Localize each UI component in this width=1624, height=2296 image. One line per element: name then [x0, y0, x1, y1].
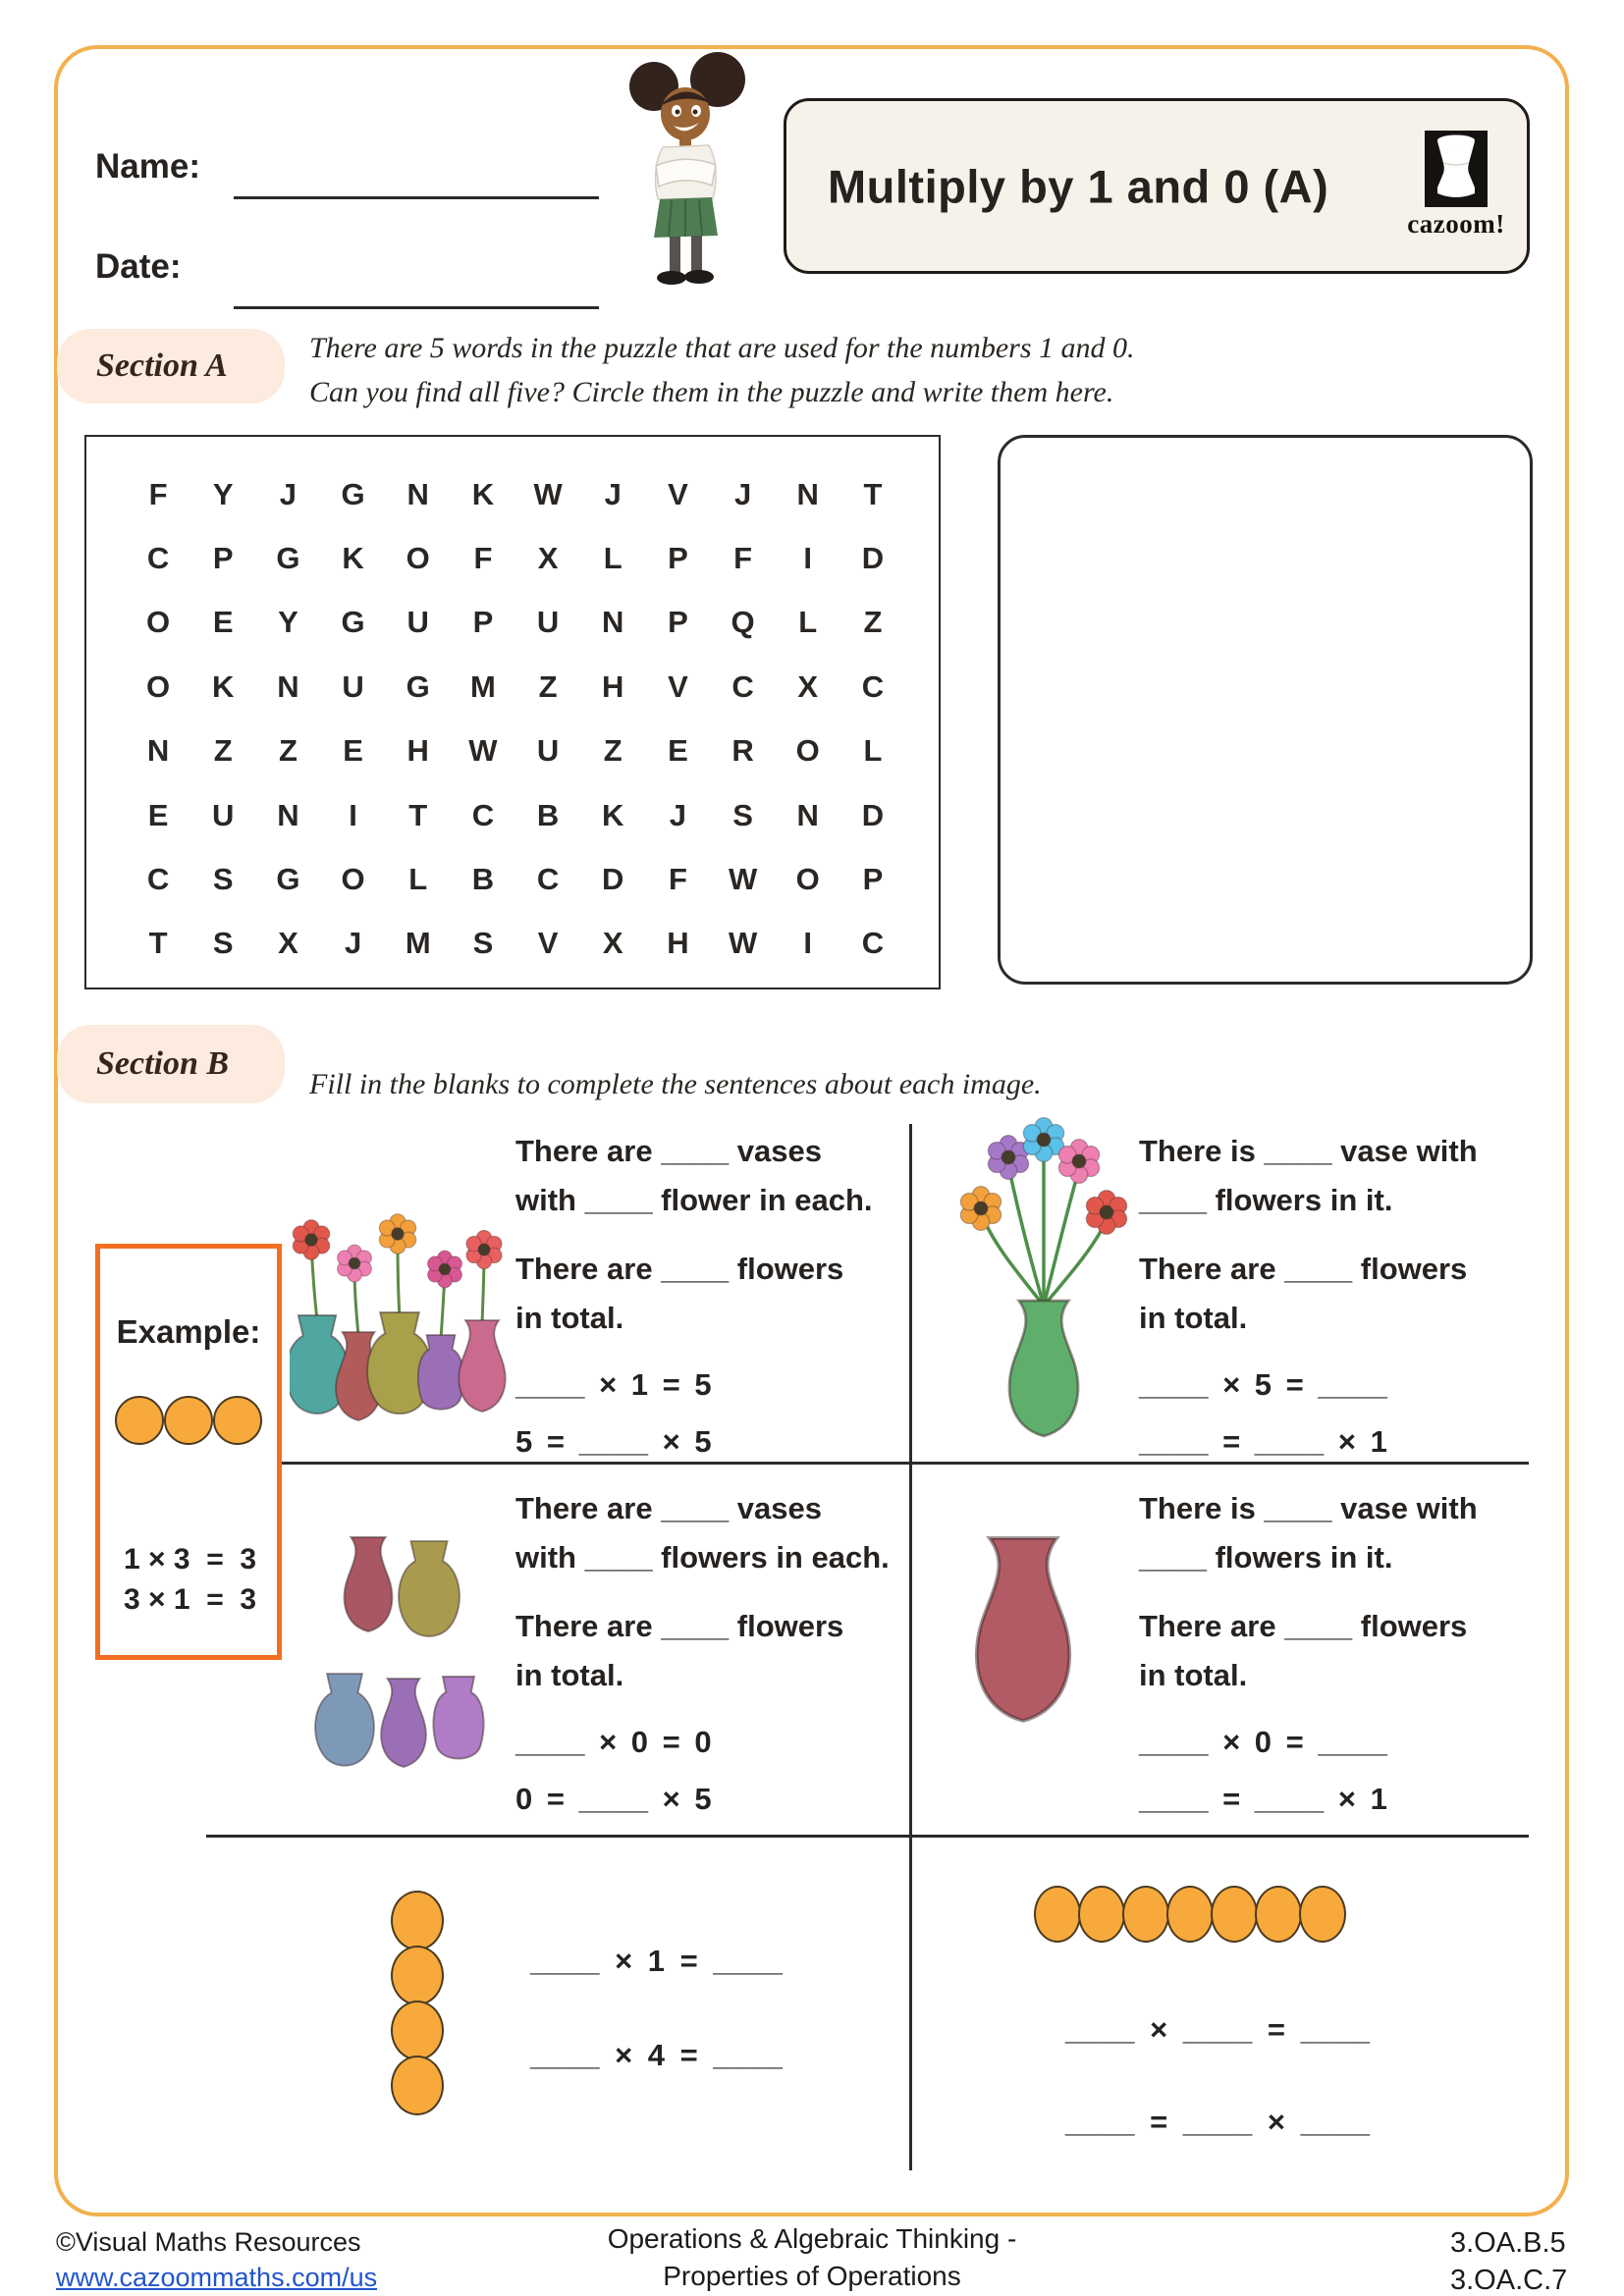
equation: ____ × 4 = ____: [530, 2038, 784, 2072]
q4-text: [1139, 1484, 1561, 1828]
counter-circle: [1078, 1886, 1125, 1943]
footer-topic: [0, 2220, 1624, 2295]
wordsearch-letter: U: [406, 605, 429, 640]
wordsearch-letter: B: [536, 797, 560, 832]
section-b-label: Section B: [96, 1045, 230, 1082]
equation: ____ × 1 = ____: [530, 1944, 784, 1978]
drum-icon: [1425, 131, 1488, 207]
wordsearch-letter: N: [277, 668, 299, 704]
q5-counters: [391, 1891, 444, 2115]
wordsearch-letter: W: [728, 861, 758, 896]
counter-circle: [115, 1396, 164, 1445]
wordsearch-letter: U: [342, 668, 364, 704]
wordsearch-letter: K: [212, 668, 235, 704]
sentence-line: in total.: [515, 1301, 624, 1335]
wordsearch-letter: H: [667, 926, 689, 961]
wordsearch-letter: E: [343, 733, 363, 769]
counter-circle: [391, 2056, 444, 2115]
wordsearch-letter: X: [797, 668, 819, 704]
wordsearch-letter: X: [278, 926, 298, 961]
wordsearch-letter: F: [473, 541, 493, 576]
wordsearch-letter: D: [861, 797, 885, 832]
single-empty-vase-illustration: [967, 1526, 1080, 1757]
section-a-pill: [57, 329, 285, 403]
equation: 1 × 3 = 3: [124, 1543, 257, 1575]
counter-circle: [1166, 1886, 1214, 1943]
sentence-line: There are ____ vases: [515, 1134, 822, 1168]
wordsearch-letter: U: [536, 605, 560, 640]
q3-text: [515, 1484, 938, 1828]
equation: ____ × 1 = 5: [515, 1367, 713, 1402]
sentence-line: in total.: [515, 1658, 624, 1692]
worksheet-title: Multiply by 1 and 0 (A): [828, 160, 1329, 212]
equation: ____ = ____ × 1: [1139, 1782, 1388, 1816]
wordsearch-letter: I: [803, 541, 813, 576]
wordsearch-letter: X: [537, 541, 559, 576]
wordsearch-letter: U: [212, 797, 235, 832]
wordsearch-letter: M: [405, 926, 431, 961]
sentence-line: There is ____ vase with: [1139, 1491, 1478, 1525]
wordsearch-letter: E: [212, 605, 234, 640]
wordsearch-letter: C: [146, 861, 170, 896]
equation: 5 = ____ × 5: [515, 1424, 713, 1459]
sentence-line: in total.: [1139, 1658, 1248, 1692]
wordsearch-letter: K: [471, 476, 495, 511]
equation: ____ = ____ × 1: [1139, 1424, 1388, 1459]
wordsearch-letter: Z: [863, 605, 883, 640]
wordsearch-letter: C: [536, 861, 560, 896]
wordsearch-letter: W: [468, 733, 498, 769]
wordsearch-letter: P: [212, 541, 234, 576]
q5-equations: [530, 1942, 783, 2075]
wordsearch-letter: I: [803, 926, 813, 961]
equation: ____ × 0 = ____: [1139, 1725, 1388, 1759]
wordsearch-letter: N: [277, 797, 299, 832]
wordsearch-letter: U: [536, 733, 560, 769]
wordsearch-letter: N: [602, 605, 624, 640]
wordsearch-letter: L: [603, 541, 623, 576]
wordsearch-letter: P: [668, 605, 688, 640]
wordsearch-letter: N: [796, 476, 819, 511]
footer-standards: [1450, 2224, 1567, 2296]
wordsearch-letter: Y: [212, 476, 234, 511]
wordsearch-letter: E: [668, 733, 688, 769]
five-vases-one-flower-illustration: [290, 1124, 511, 1438]
wordsearch-letter: E: [147, 797, 169, 832]
five-empty-vases-illustration: [309, 1522, 486, 1816]
counter-circle: [1211, 1886, 1258, 1943]
instruction-line: Can you find all five? Circle them in the puzzle and write them here.: [309, 376, 1114, 408]
wordsearch-letter: T: [148, 926, 168, 961]
wordsearch-letter: T: [863, 476, 883, 511]
name-line[interactable]: [234, 196, 599, 199]
counter-circle: [1299, 1886, 1346, 1943]
wordsearch-letter: G: [341, 476, 365, 511]
footer-topic-line: Properties of Operations: [663, 2261, 961, 2291]
student-character-illustration: [607, 51, 766, 292]
equation: ____ = ____ × ____: [1065, 2105, 1371, 2139]
wordsearch-letter: F: [733, 541, 753, 576]
wordsearch-letter: Q: [731, 605, 755, 640]
sentence-line: There is ____ vase with: [1139, 1134, 1478, 1168]
standard-code: 3.OA.C.7: [1450, 2265, 1568, 2296]
wordsearch-letter: Y: [278, 605, 298, 640]
wordsearch-letter: H: [406, 733, 429, 769]
wordsearch-letter: Z: [603, 733, 623, 769]
sentence-line: ____ flowers in it.: [1139, 1183, 1393, 1217]
table-horizontal-divider: [206, 1835, 1529, 1838]
equation: 0 = ____ × 5: [515, 1782, 713, 1816]
sentence-line: ____ flowers in it.: [1139, 1540, 1393, 1575]
equation: ____ × 0 = 0: [515, 1725, 713, 1759]
one-vase-five-flowers-illustration: [957, 1114, 1129, 1448]
wordsearch-letter: C: [146, 541, 170, 576]
sentence-line: in total.: [1139, 1301, 1248, 1335]
example-equations: [100, 1539, 277, 1620]
answer-box[interactable]: [998, 435, 1533, 985]
sentence-line: with ____ flower in each.: [515, 1183, 873, 1217]
wordsearch-letter: J: [279, 476, 298, 511]
section-b-pill: [57, 1025, 285, 1103]
wordsearch-letter: L: [798, 605, 818, 640]
wordsearch-letter: F: [148, 476, 168, 511]
counter-circle: [391, 1946, 444, 2005]
wordsearch-letter: V: [668, 668, 688, 704]
date-label: Date:: [95, 247, 182, 286]
wordsearch-grid[interactable]: [84, 435, 941, 989]
standard-code: 3.OA.B.5: [1450, 2227, 1566, 2259]
q2-text: [1139, 1127, 1561, 1470]
sentence-line: with ____ flowers in each.: [515, 1540, 890, 1575]
wordsearch-letter: V: [668, 476, 688, 511]
wordsearch-letter: K: [602, 797, 624, 832]
wordsearch-letter: J: [733, 476, 752, 511]
name-label: Name:: [95, 147, 200, 186]
wordsearch-letter: J: [669, 797, 687, 832]
equation: ____ × ____ = ____: [1065, 2012, 1371, 2047]
q6-equations: [1065, 2010, 1371, 2142]
wordsearch-letter: G: [276, 861, 300, 896]
counter-circle: [1255, 1886, 1302, 1943]
wordsearch-letter: C: [471, 797, 495, 832]
counter-circle: [164, 1396, 213, 1445]
sentence-line: There are ____ vases: [515, 1491, 822, 1525]
counter-circle: [391, 1891, 444, 1950]
wordsearch-letter: O: [146, 668, 171, 704]
worksheet-title-box: [784, 98, 1530, 274]
wordsearch-letter: F: [668, 861, 687, 896]
wordsearch-letter: S: [212, 861, 234, 896]
wordsearch-letter: S: [472, 926, 494, 961]
counter-circle: [1034, 1886, 1081, 1943]
wordsearch-letter: C: [861, 926, 885, 961]
section-a-label: Section A: [96, 347, 228, 384]
footer-copyright: ©Visual Maths Resources: [56, 2227, 361, 2257]
wordsearch-letter: V: [537, 926, 559, 961]
wordsearch-letter: O: [341, 861, 365, 896]
wordsearch-letter: S: [732, 797, 753, 832]
counter-circle: [213, 1396, 262, 1445]
wordsearch-letter: D: [861, 541, 885, 576]
counter-circle: [1122, 1886, 1169, 1943]
sentence-line: There are ____ flowers: [515, 1252, 844, 1286]
wordsearch-letter: W: [728, 926, 758, 961]
logo-wordmark: cazoom!: [1407, 209, 1505, 239]
wordsearch-letter: N: [406, 476, 429, 511]
wordsearch-letter: P: [862, 861, 884, 896]
wordsearch-letter: G: [276, 541, 300, 576]
date-line[interactable]: [234, 306, 599, 309]
wordsearch-letter: J: [604, 476, 622, 511]
wordsearch-letter: G: [406, 668, 430, 704]
wordsearch-letter: R: [731, 733, 754, 769]
instruction-line: There are 5 words in the puzzle that are used for the numbers 1 and 0.: [309, 332, 1135, 364]
wordsearch-letter: G: [341, 605, 365, 640]
equation: 3 × 1 = 3: [124, 1583, 257, 1616]
example-box: [95, 1244, 282, 1660]
section-b-instruction: Fill in the blanks to complete the sentences about each image.: [309, 1068, 1042, 1100]
example-label: Example:: [116, 1313, 261, 1350]
wordsearch-letter: H: [602, 668, 624, 704]
wordsearch-letter: O: [146, 605, 171, 640]
footer-url-link[interactable]: www.cazoommaths.com/us: [56, 2263, 378, 2292]
wordsearch-letter: D: [602, 861, 624, 896]
wordsearch-letter: Z: [213, 733, 233, 769]
wordsearch-letter: O: [795, 861, 820, 896]
wordsearch-letter: W: [533, 476, 563, 511]
footer-topic-line: Operations & Algebraic Thinking -: [607, 2223, 1017, 2254]
wordsearch-letter: K: [342, 541, 364, 576]
wordsearch-letter: P: [668, 541, 688, 576]
cazoom-logo: [1397, 131, 1515, 240]
section-a-instruction: [309, 326, 1193, 414]
wordsearch-letter: S: [212, 926, 234, 961]
wordsearch-letter: O: [795, 733, 820, 769]
wordsearch-letter: Z: [278, 733, 298, 769]
wordsearch-letter: Z: [538, 668, 558, 704]
sentence-line: There are ____ flowers: [1139, 1609, 1468, 1643]
wordsearch-letter: L: [408, 861, 428, 896]
wordsearch-letter: L: [863, 733, 883, 769]
wordsearch-letter: M: [469, 668, 496, 704]
wordsearch-letter: J: [344, 926, 362, 961]
wordsearch-letter: B: [471, 861, 495, 896]
sentence-line: There are ____ flowers: [515, 1609, 844, 1643]
q6-counters: [1034, 1886, 1346, 1943]
wordsearch-letter: N: [796, 797, 819, 832]
equation: ____ × 5 = ____: [1139, 1367, 1388, 1402]
wordsearch-letter: C: [731, 668, 754, 704]
wordsearch-letter: C: [861, 668, 885, 704]
wordsearch-letter: N: [146, 733, 170, 769]
wordsearch-letter: I: [349, 797, 357, 832]
wordsearch-letter: X: [602, 926, 623, 961]
wordsearch-letter: T: [408, 797, 428, 832]
sentence-line: There are ____ flowers: [1139, 1252, 1468, 1286]
wordsearch-letter: P: [472, 605, 494, 640]
counter-circle: [391, 2001, 444, 2060]
q1-text: [515, 1127, 938, 1470]
wordsearch-letter: O: [406, 541, 430, 576]
example-counters: [100, 1396, 277, 1445]
